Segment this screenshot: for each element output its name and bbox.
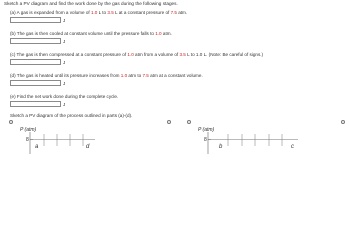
graph-choice-4-radio[interactable] bbox=[341, 120, 345, 124]
question-b-text-1: (b) The gas is then cooled at constant volume until the pressure falls to bbox=[10, 31, 156, 36]
question-d bbox=[10, 73, 203, 78]
question-a-text-1: (a) A gas is expanded from a volume of bbox=[10, 10, 91, 15]
answer-e-input[interactable] bbox=[10, 101, 61, 107]
question-e-text: (e) Find the net work done during the complete cycle. bbox=[10, 94, 119, 99]
answer-a-unit: J bbox=[63, 17, 66, 23]
answer-b-input[interactable] bbox=[10, 38, 61, 44]
graph-2-y-tick: 8 bbox=[204, 137, 207, 143]
question-b-value-1: 1.0 bbox=[155, 31, 162, 36]
instructions: Sketch a PV diagram and find the work done by the gas during the following stages. bbox=[4, 1, 178, 6]
question-d-text-3: atm at a constant volume. bbox=[148, 73, 203, 78]
graph-1-label-a: a bbox=[35, 144, 39, 150]
question-d-value-1: 1.0 bbox=[120, 73, 128, 78]
answer-c-unit: J bbox=[63, 59, 66, 65]
question-a-text-2: L to bbox=[97, 10, 108, 15]
question-c-text-2: atm from a volume of bbox=[133, 52, 180, 57]
question-c-value-2: 3.5 bbox=[179, 52, 186, 57]
graph-choice-2-radio[interactable] bbox=[167, 120, 171, 124]
question-c-value-1: 1.0 bbox=[127, 52, 134, 57]
question-a bbox=[10, 10, 187, 15]
answer-d-input[interactable] bbox=[10, 80, 61, 86]
graph-2-ylabel: P (atm) bbox=[198, 127, 215, 133]
pv-graph-1 bbox=[0, 124, 160, 154]
graph-2-label-c: c bbox=[291, 144, 294, 150]
question-a-value-1: 1.0 bbox=[90, 10, 98, 15]
answer-d-unit: J bbox=[63, 80, 66, 86]
sketch-prompt: Sketch a PV diagram of the process outlined in parts (a)-(d). bbox=[10, 113, 133, 118]
answer-b-unit: J bbox=[63, 38, 66, 44]
graph-1-ylabel: P (atm) bbox=[20, 127, 37, 133]
question-a-text-4: atm. bbox=[176, 10, 188, 15]
question-c-text-1: (c) The gas is then compressed at a constant pressure of bbox=[10, 52, 128, 57]
answer-a-input[interactable] bbox=[10, 17, 61, 23]
question-e bbox=[10, 94, 118, 99]
question-b bbox=[10, 31, 172, 36]
question-d-text-1: (d) The gas is heated until its pressure increases from bbox=[10, 73, 121, 78]
answer-c-input[interactable] bbox=[10, 59, 61, 65]
question-a-text-3: L at a constant pressure of bbox=[113, 10, 171, 15]
question-d-text-2: atm to bbox=[127, 73, 143, 78]
answer-e-unit: J bbox=[63, 101, 66, 107]
question-c bbox=[10, 52, 263, 57]
pv-graph-2 bbox=[178, 124, 338, 154]
question-d-value-2: 7.5 bbox=[142, 73, 149, 78]
question-a-value-2: 3.5 bbox=[107, 10, 114, 15]
question-a-value-3: 7.5 bbox=[170, 10, 177, 15]
graph-1-label-d: d bbox=[86, 144, 90, 150]
graph-1-y-tick: 8 bbox=[26, 137, 29, 143]
graph-2-label-b: b bbox=[219, 144, 223, 150]
question-c-text-3: L to 1.0 L. (Note: Be careful of signs.) bbox=[185, 52, 264, 57]
question-b-text-2: atm. bbox=[161, 31, 172, 36]
